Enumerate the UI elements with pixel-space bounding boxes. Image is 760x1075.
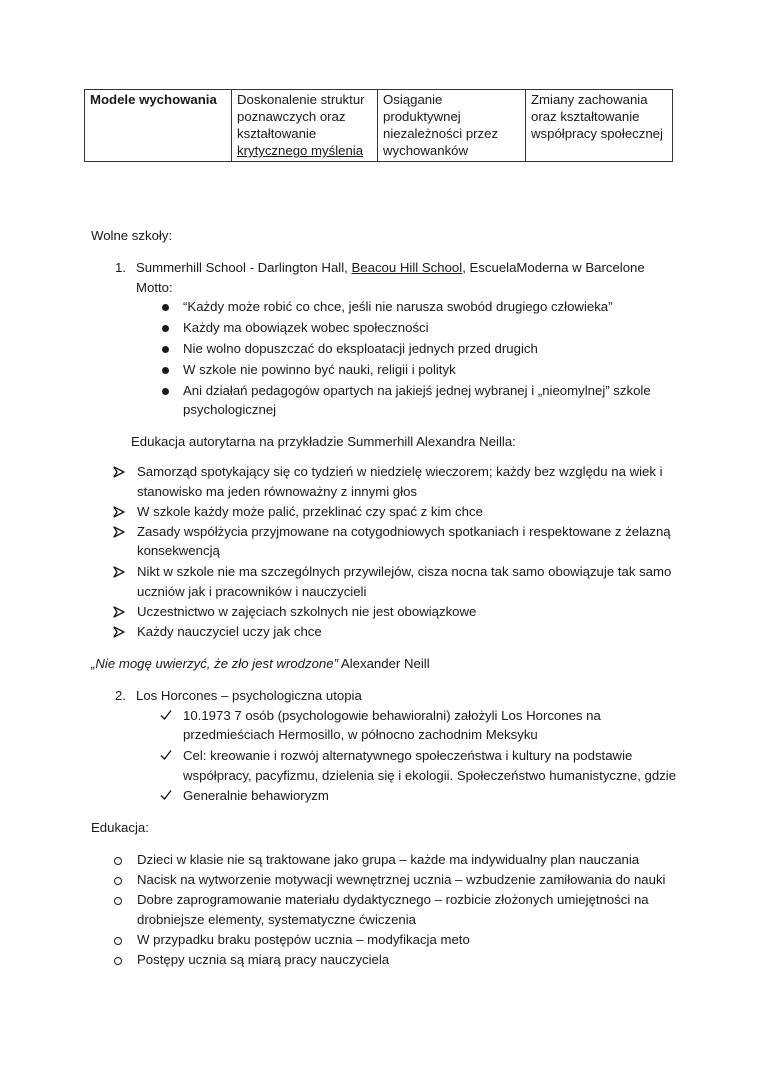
models-table bbox=[84, 89, 673, 162]
list-item-continuation: stanowisko ma jeden równoważny z innymi głos bbox=[137, 484, 417, 499]
quote-author: Alexander Neill bbox=[338, 656, 430, 671]
school-link[interactable]: Beacou Hill School bbox=[351, 260, 463, 275]
bullet-dot-icon bbox=[162, 367, 169, 374]
hollow-circle-icon bbox=[114, 897, 122, 905]
list-item: W szkole każdy może palić, przeklinać czy spać z kim chce bbox=[137, 504, 483, 519]
arrow-bullet-icon bbox=[113, 606, 125, 618]
table-cell: Doskonalenie struktur poznawczych oraz kształtowanie krytycznego myślenia bbox=[232, 90, 378, 162]
list-item: Nikt w szkole nie ma szczególnych przywilejów, cisza nocna tak samo obowiązuje tak samo bbox=[137, 564, 672, 579]
quote-text: „Nie mogę uwierzyć, że zło jest wrodzone” bbox=[91, 656, 338, 671]
list-item: W szkole nie powinno być nauki, religii i polityk bbox=[183, 362, 456, 377]
list-item: Każdy ma obowiązek wobec społeczności bbox=[183, 320, 429, 335]
list-item: Dobre zaprogramowanie materiału dydaktycznego – rozbicie złożonych umiejętności na bbox=[137, 892, 649, 907]
motto-label: Motto: bbox=[136, 280, 173, 295]
hollow-circle-icon bbox=[114, 877, 122, 885]
checkmark-icon bbox=[160, 749, 172, 761]
bullet-dot-icon bbox=[162, 388, 169, 395]
list-item-continuation: drobniejsze elementy, systematyczne ćwiczenia bbox=[137, 912, 417, 927]
list-item-continuation: uczniów jak i pracowników i nauczycieli bbox=[137, 584, 367, 599]
hollow-circle-icon bbox=[114, 857, 122, 865]
list-item: Każdy nauczyciel uczy jak chce bbox=[137, 624, 322, 639]
list-item-continuation: psychologicznej bbox=[183, 402, 277, 417]
arrow-bullet-icon bbox=[113, 506, 125, 518]
list-item: Dzieci w klasie nie są traktowane jako grupa – każde ma indywidualny plan nauczania bbox=[137, 852, 640, 867]
list-item: Cel: kreowanie i rozwój alternatywnego społeczeństwa i kultury na podstawie bbox=[183, 748, 633, 763]
table-row bbox=[85, 90, 673, 162]
list-item: “Każdy może robić co chce, jeśli nie narusza swobód drugiego człowieka” bbox=[183, 299, 613, 314]
checkmark-icon bbox=[160, 709, 172, 721]
list-number: 1. bbox=[115, 260, 126, 275]
list-item: Generalnie behawioryzm bbox=[183, 788, 329, 803]
subheading: Edukacja autorytarna na przykładzie Summerhill Alexandra Neilla: bbox=[131, 434, 516, 449]
section-heading: Wolne szkoły: bbox=[91, 228, 173, 243]
list-item: Nacisk na wytworzenie motywacji wewnętrznej ucznia – wzbudzenie zamiłowania do nauki bbox=[137, 872, 666, 887]
list-item: Zasady współżycia przyjmowane na cotygodniowych spotkaniach i respektowane z żelazną bbox=[137, 524, 671, 539]
quote-line bbox=[91, 654, 430, 674]
table-cell: Modele wychowania bbox=[85, 90, 232, 162]
list-item-continuation: przedmieściach Hermosillo, w północno zachodnim Meksyku bbox=[183, 727, 538, 742]
arrow-bullet-icon bbox=[113, 626, 125, 638]
list-item-continuation: konsekwencją bbox=[137, 543, 220, 558]
list-item: Ani działań pedagogów opartych na jakiejś jednej wybranej i „nieomylnej” szkole bbox=[183, 383, 651, 398]
checkmark-icon bbox=[160, 789, 172, 801]
list-item: Summerhill School - Darlington Hall, Beacou Hill School, EscuelaModerna w Barcelone bbox=[136, 260, 645, 275]
list-item: W przypadku braku postępów ucznia – modyfikacja meto bbox=[137, 932, 470, 947]
list-item: Postępy ucznia są miarą pracy nauczyciela bbox=[137, 952, 390, 967]
list-item: Nie wolno dopuszczać do eksploatacji jednych przed drugich bbox=[183, 341, 538, 356]
list-item: Samorząd spotykający się co tydzień w niedzielę wieczorem; każdy bez względu na wiek i bbox=[137, 464, 663, 479]
list-item: 10.1973 7 osób (psychologowie behawioralni) założyli Los Horcones na bbox=[183, 708, 601, 723]
section-heading: Edukacja: bbox=[91, 820, 149, 835]
table-cell: Zmiany zachowania oraz kształtowanie współpracy społecznej bbox=[526, 90, 673, 162]
list-item-continuation: współpracy, pacyfizmu, dzielenia się i ekologii. Społeczeństwo humanistyczne, gdzie bbox=[183, 768, 677, 783]
hollow-circle-icon bbox=[114, 937, 122, 945]
list-item: Uczestnictwo w zajęciach szkolnych nie jest obowiązkowe bbox=[137, 604, 477, 619]
hollow-circle-icon bbox=[114, 957, 122, 965]
arrow-bullet-icon bbox=[113, 566, 125, 578]
arrow-bullet-icon bbox=[113, 526, 125, 538]
arrow-bullet-icon bbox=[113, 466, 125, 478]
bullet-dot-icon bbox=[162, 304, 169, 311]
bullet-dot-icon bbox=[162, 346, 169, 353]
table-cell: Osiąganie produktywnej niezależności przez wychowanków bbox=[378, 90, 526, 162]
list-number: 2. bbox=[115, 688, 126, 703]
list-item: Los Horcones – psychologiczna utopia bbox=[136, 688, 362, 703]
bullet-dot-icon bbox=[162, 325, 169, 332]
